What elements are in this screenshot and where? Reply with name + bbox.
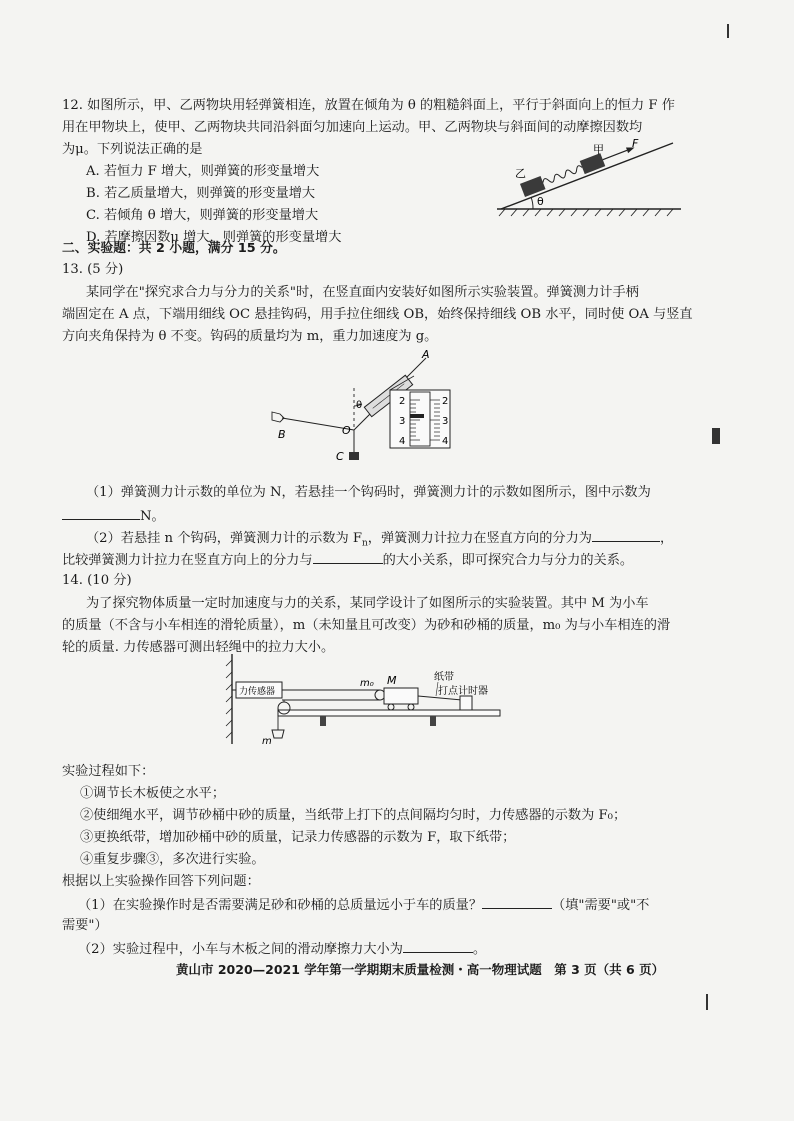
q14-heading: 14. (10 分) <box>62 573 132 588</box>
section-heading: 二、实验题：共 2 小题，满分 15 分。 <box>62 241 286 256</box>
q14-sub2-text-b: 。 <box>472 942 487 957</box>
q13-label-o: O <box>342 424 351 437</box>
q13-sub1-text: （1）弹簧测力计示数的单位为 N，若悬挂一个钩码时，弹簧测力计的示数如图所示，图中示数为 <box>86 485 651 500</box>
q12-option-a: A. 若恒力 F 增大，则弹簧的形变量增大 <box>86 164 320 179</box>
q14-step-4: ④重复步骤③，多次进行实验。 <box>80 852 265 867</box>
q12-incline-figure <box>495 137 685 227</box>
q12-stem-line3: 为μ。下列说法正确的是 <box>62 142 203 157</box>
q14-sub2-blank[interactable] <box>403 939 473 953</box>
q13-sub2-text-b: ，弹簧测力计拉力在竖直方向的分力为 <box>367 531 592 546</box>
q12-stem-line2: 用在甲物块上，使甲、乙两物块共同沿斜面匀加速向上运动。甲、乙两物块与斜面间的动摩擦因数均 <box>62 120 643 135</box>
q14-para-line1: 为了探究物体质量一定时加速度与力的关系，某同学设计了如图所示的实验装置。其中 M 为小车 <box>86 596 649 611</box>
q12-option-c: C. 若倾角 θ 增大，则弹簧的形变量增大 <box>86 208 319 223</box>
scan-mark-right <box>712 428 720 444</box>
hook-weight <box>349 452 359 460</box>
scale-tick-2-left: 2 <box>399 396 406 407</box>
q13-angle-label: θ <box>356 400 363 411</box>
sand-bucket <box>272 730 284 738</box>
q13-sub1-blank[interactable] <box>62 506 140 520</box>
q14-sub1-text-b: （填"需要"或"不 <box>552 898 650 913</box>
q13-sub1-unit: N。 <box>140 509 165 524</box>
q13-label-c: C <box>336 450 344 463</box>
hand-icon <box>272 412 284 422</box>
q14-sub2-text-a: （2）实验过程中，小车与木板之间的滑动摩擦力大小为 <box>78 942 403 957</box>
timer-box <box>460 696 472 710</box>
q14-step-3: ③更换纸带，增加砂桶中砂的质量，记录力传感器的示数为 F，取下纸带； <box>80 830 516 845</box>
scale-tick-4-left: 4 <box>399 436 406 447</box>
q14-sub1-row2: 需要"） <box>62 918 108 933</box>
scan-mark-bottom <box>706 994 708 1010</box>
scale-tick-3-right: 3 <box>442 416 449 427</box>
q14-sub2-row <box>78 939 486 959</box>
q13-sub2-row1 <box>86 528 673 553</box>
q14-cart-figure <box>224 650 504 748</box>
q12-stem-line1: 12. 如图所示，甲、乙两物块用轻弹簧相连，放置在倾角为 θ 的粗糙斜面上，平行于斜面向上的恒力 F 作 <box>62 98 675 113</box>
cart-body <box>384 688 418 704</box>
q13-sub2-blank1[interactable] <box>592 528 660 542</box>
q14-label-m: m <box>262 736 272 747</box>
q13-sub2-text-d: 比较弹簧测力计拉力在竖直方向上的分力与 <box>62 553 313 568</box>
q13-force-figure <box>264 346 464 474</box>
q14-sub1-row1 <box>78 895 649 915</box>
scan-mark-top <box>727 24 729 38</box>
q14-label-sensor: 力传感器 <box>239 687 276 697</box>
q13-sub2-text-a: （2）若悬挂 n 个钩码，弹簧测力计的示数为 F <box>86 531 362 546</box>
q13-sub2-text-e: 的大小关系，即可探究合力与分力的关系。 <box>382 553 634 568</box>
q14-para-line2: 的质量（不含与小车相连的滑轮质量），m（未知量且可改变）为砂和砂桶的质量，m₀ 为与小车相连的滑 <box>62 618 671 633</box>
q13-label-a: A <box>422 348 430 361</box>
q14-sub1-blank[interactable] <box>482 895 552 909</box>
scale-tick-2-right: 2 <box>442 396 449 407</box>
q13-heading: 13. (5 分) <box>62 262 124 277</box>
q14-para-line3: 轮的质量. 力传感器可测出轻绳中的拉力大小。 <box>62 640 335 655</box>
q13-para-line1: 某同学在"探究求合力与分力的关系"时，在竖直面内安装好如图所示实验装置。弹簧测力计手柄 <box>86 285 639 300</box>
q13-label-b: B <box>278 428 286 441</box>
q14-step-2: ②使细绳水平，调节砂桶中砂的质量，当纸带上打下的点间隔均匀时，力传感器的示数为 F₀； <box>80 808 627 823</box>
q14-ask: 根据以上实验操作回答下列问题： <box>62 874 260 889</box>
scale-tick-3-left: 3 <box>399 416 406 427</box>
q14-label-tape: 纸带 <box>434 672 454 683</box>
q12-label-force: F <box>632 137 639 150</box>
page-footer: 黄山市 2020—2021 学年第一学期期末质量检测・高一物理试题 第 3 页（共 6 页） <box>176 962 665 977</box>
q12-angle-label: θ <box>537 195 544 208</box>
q13-para-line3: 方向夹角保持为 θ 不变。钩码的质量均为 m，重力加速度为 g。 <box>62 329 438 344</box>
q13-para-line2: 端固定在 A 点，下端用细线 OC 悬挂钩码，用手拉住细线 OB，始终保持细线 OB 水平，同时使 OA 与竖直 <box>62 307 693 322</box>
q14-label-cart-mass: M <box>387 674 397 687</box>
q12-option-b: B. 若乙质量增大，则弹簧的形变量增大 <box>86 186 316 201</box>
q13-sub2-subscript: n <box>361 538 368 549</box>
q14-label-m0: m₀ <box>360 678 374 689</box>
spring <box>542 165 583 186</box>
q14-label-timer: 打点计时器 <box>438 686 488 697</box>
q12-label-yi: 乙 <box>515 167 526 180</box>
q14-sub1-text-a: （1）在实验操作时是否需要满足砂和砂桶的总质量远小于车的质量？ <box>78 898 483 913</box>
q12-label-jia: 甲 <box>593 143 604 156</box>
q14-step-1: ①调节长木板使之水平； <box>80 786 226 801</box>
q13-sub2-row2 <box>62 550 633 570</box>
q13-sub2-comma: ， <box>659 531 674 546</box>
scale-tick-4-right: 4 <box>442 436 449 447</box>
long-board <box>278 710 500 716</box>
q13-sub2-blank2[interactable] <box>313 550 383 564</box>
q14-procedure-heading: 实验过程如下： <box>62 764 155 779</box>
q12-option-d: D. 若摩擦因数μ 增大，则弹簧的形变量增大 <box>86 230 342 245</box>
q13-sub1-answer-row <box>62 506 165 526</box>
